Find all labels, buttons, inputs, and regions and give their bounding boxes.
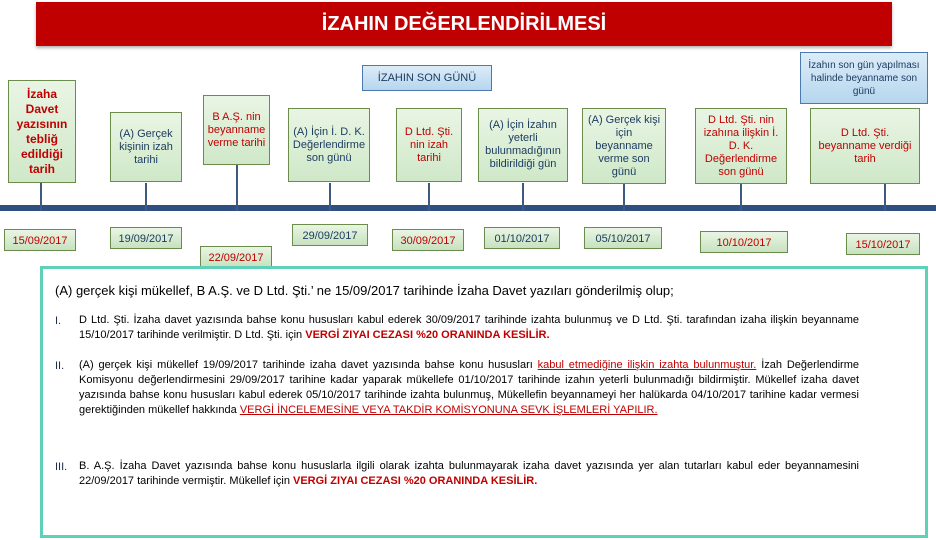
timeline-tick	[40, 183, 42, 211]
date-label: 15/10/2017	[846, 233, 920, 255]
item-number: III.	[55, 461, 68, 473]
event-box-d-izah: D Ltd. Şti. nin izah tarihi	[396, 108, 462, 182]
item-1-penalty: VERGİ ZIYAI CEZASI %20 ORANINDA KESİLİR.	[305, 329, 550, 341]
timeline-tick	[884, 184, 886, 211]
date-label: 19/09/2017	[110, 227, 182, 249]
item-1-text: D Ltd. Şti. İzaha davet yazısında bahse konu hususları kabul ederek 30/09/2017 tarihinde izahta bulunmuş ve D Ltd. Şti. tarafından izaha ilişkin beyanname 15/10/2017 tarihinde verilmiştir. D Ltd. Şti. için	[79, 314, 859, 341]
date-label: 05/10/2017	[584, 227, 662, 249]
item-1	[79, 313, 859, 343]
son-gun-note: İzahın son gün yapılması halinde beyanname son günü	[800, 52, 928, 104]
item-2-text-a: (A) gerçek kişi mükellef 19/09/2017 tarihinde izaha davet yazısında bahse konu hususları	[79, 359, 538, 371]
item-2-underline-b: VERGİ İNCELEMESİNE VEYA TAKDİR KOMİSYONUNA SEVK İŞLEMLERİ YAPILIR.	[239, 404, 658, 416]
explanation-panel	[40, 266, 928, 538]
item-3-penalty: VERGİ ZIYAI CEZASI %20 ORANINDA KESİLİR.	[293, 475, 538, 487]
item-3	[79, 459, 859, 489]
date-label: 29/09/2017	[292, 224, 368, 246]
timeline-tick	[329, 183, 331, 211]
event-box-b-beyanname: B A.Ş. nin beyanname verme tarihi	[203, 95, 270, 165]
event-box-d-idk: D Ltd. Şti. nin izahına ilişkin İ. D. K. Değerlendirme son günü	[695, 108, 787, 184]
date-label: 10/10/2017	[700, 231, 788, 253]
event-box-a-izah: (A) Gerçek kişinin izah tarihi	[110, 112, 182, 182]
tebliğ-tarihi-box: İzaha Davet yazısının tebliğ edildiği tarih	[8, 80, 76, 183]
item-3-text: B. A.Ş. İzaha Davet yazısında bahse konu hususlarla ilgili olarak izahta bulunmayarak izaha davet yazısında yer alan tutarları kabul eder beyannamesini 22/09/2017 tarihinde vermiştir. Mükellef için	[79, 460, 859, 487]
timeline-axis	[0, 205, 936, 211]
intro-text: (A) gerçek kişi mükellef, B A.Ş. ve D Ltd. Şti.’ ne 15/09/2017 tarihinde İzaha Davet yazıları gönderilmiş olup;	[55, 283, 674, 298]
son-gun-label: İZAHIN SON GÜNÜ	[362, 65, 492, 91]
timeline-tick	[428, 183, 430, 211]
date-label: 22/09/2017	[200, 246, 272, 268]
date-label: 15/09/2017	[4, 229, 76, 251]
timeline-tick	[145, 183, 147, 211]
timeline-tick	[623, 184, 625, 211]
page-title: İZAHIN DEĞERLENDİRİLMESİ	[36, 2, 892, 46]
item-2	[79, 358, 859, 418]
item-2-text-b: İzah Değerlendirme Komisyonu değerlendirmesini 29/09/2017 tarihine kadar yaparak mükellefe 01/10/2017 tarihinde izahın yeterli bulunmadığı bildirmiştir. Mükellef izaha davet yazısında bahse konu hususları kabul ederek 05/10/2017 tarihinde izahta bulunmuş, Mükellefin beyannameyi her halükarda 04/10/2017 tarihine kadar vermesi gerektiğinden mükellef hakkında	[79, 359, 859, 416]
timeline-tick	[740, 184, 742, 211]
item-number: I.	[55, 315, 62, 327]
item-2-underline-a: kabul etmediğine ilişkin izahta bulunmuştur.	[537, 359, 757, 371]
item-number: II.	[55, 360, 65, 372]
event-box-a-idk: (A) İçin İ. D. K. Değerlendirme son günü	[288, 108, 370, 182]
date-label: 01/10/2017	[484, 227, 560, 249]
event-box-a-yetersiz: (A) İçin İzahın yeterli bulunmadığının bildirildiği gün	[478, 108, 568, 182]
date-label: 30/09/2017	[392, 229, 464, 251]
timeline-tick	[522, 183, 524, 211]
event-box-d-beyanname: D Ltd. Şti. beyanname verdiği tarih	[810, 108, 920, 184]
event-box-a-beyanname: (A) Gerçek kişi için beyanname verme son günü	[582, 108, 666, 184]
timeline-tick	[236, 165, 238, 211]
